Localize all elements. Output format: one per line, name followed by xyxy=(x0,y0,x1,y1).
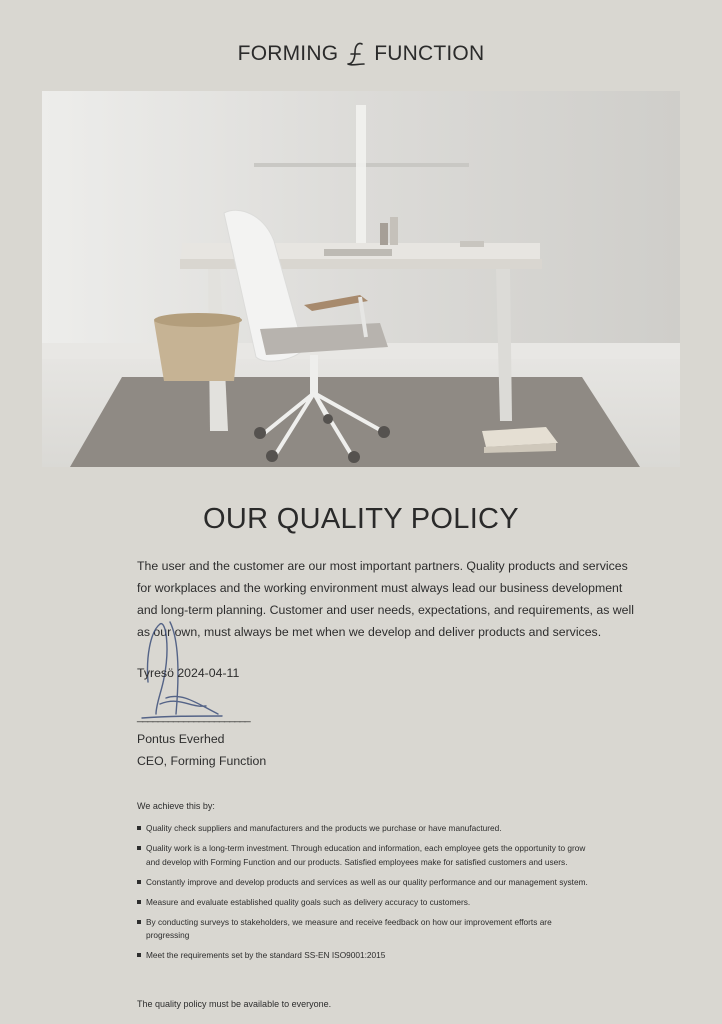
list-item: Measure and evaluate established quality goals such as delivery accuracy to customers. xyxy=(137,896,597,910)
achieve-list xyxy=(137,822,597,969)
brand-name-left: FORMING xyxy=(237,42,339,65)
list-item: Quality check suppliers and manufacturers and the products we purchase or have manufactured. xyxy=(137,822,597,836)
brand-name-right: FUNCTION xyxy=(374,42,485,65)
achieve-intro: We achieve this by: xyxy=(137,801,215,811)
office-scene-image xyxy=(42,91,680,467)
list-item: By conducting surveys to stakeholders, we measure and receive feedback on how our improvement efforts are progressing xyxy=(137,916,597,943)
brand-logo xyxy=(0,40,722,68)
list-item: Quality work is a long-term investment. Through education and information, each employee gets the opportunity to grow and develop with Forming Function and our products. Satisfied employees make for satisfied customers and users. xyxy=(137,842,597,869)
ff-monogram-icon xyxy=(344,40,368,68)
list-item: Meet the requirements set by the standard SS-EN ISO9001:2015 xyxy=(137,949,597,963)
list-item: Constantly improve and develop products and services as well as our quality performance and our management system. xyxy=(137,876,597,890)
policy-text: The user and the customer are our most important partners. Quality products and services for workplaces and the working environment must always lead our business development and long-term planning. Customer and user needs, expectations, and requirements, as well as our own, must always be met when we develop and deliver products and services. xyxy=(137,559,634,639)
signatory-title: CEO, Forming Function xyxy=(137,754,267,768)
availability-note: The quality policy must be available to everyone. xyxy=(137,999,332,1009)
place-date: Tyresö 2024-04-11 xyxy=(137,666,240,680)
signatory-name: Pontus Everhed xyxy=(137,732,225,746)
signature-line: ______________________ xyxy=(137,711,250,723)
page-title: OUR QUALITY POLICY xyxy=(203,503,519,535)
